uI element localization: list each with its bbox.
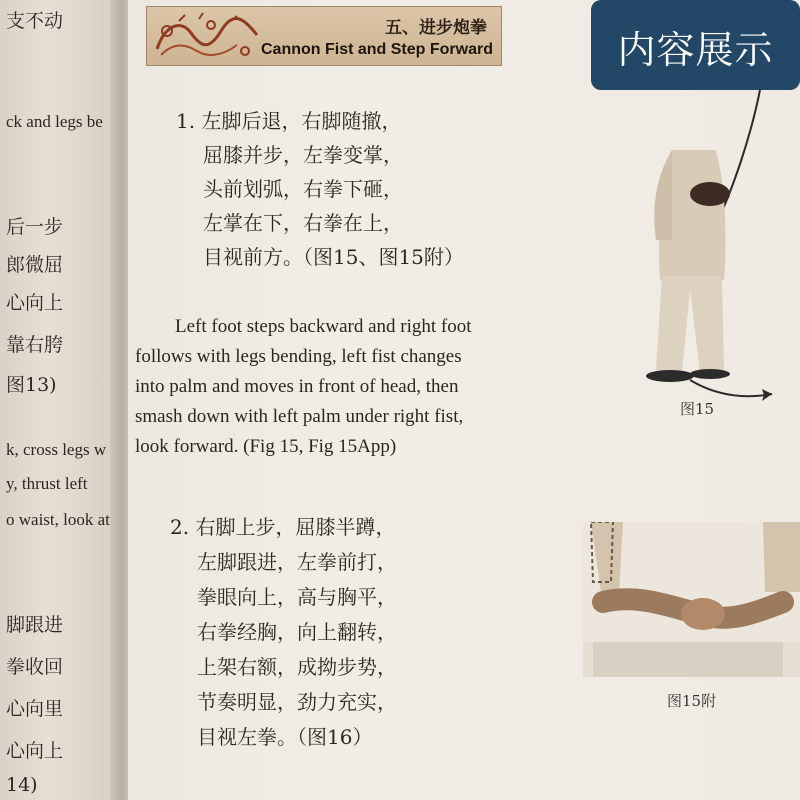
left-page-line: y, thrust left [6,474,88,493]
dragon-ornament-icon [151,11,263,61]
left-page-line: 心向里 [6,698,64,720]
step-2-text [170,510,397,755]
step-2-line: 目视左拳。（图16） [197,725,373,749]
left-page-line: 支不动 [6,10,64,32]
step-2-line: 上架右额，成拗步势， [197,655,397,679]
left-page-line: ck and legs be [6,112,103,131]
content-preview-badge [591,0,800,90]
step-1-line: 头前划弧，右拳下砸， [203,177,403,201]
figure-15-app-illustration [583,522,800,677]
left-page-line: k, cross legs w [6,440,107,459]
english-line: into palm and moves in front of head, then [135,376,459,397]
left-page-line: 心向上 [6,292,64,314]
badge-label: 内容展示 [617,28,774,72]
left-page-line: 拳收回 [6,656,64,678]
left-page-line: 心向上 [6,740,64,762]
english-translation [135,312,515,462]
section-title-cn: 五、进步炮拳 [385,18,487,38]
left-page-line: 靠右胯 [6,334,64,356]
left-page [0,0,118,800]
left-page-line: 郎微屈 [6,254,64,276]
left-page-line: 图13) [6,374,57,396]
left-page-line: 后一步 [6,216,64,238]
step-2-line: 左脚跟进，左拳前打， [197,550,397,574]
figure-15-illustration [620,80,800,410]
step-1-text [176,104,464,274]
step-1-line: 1. 左脚后退，右脚随撤， [176,109,402,133]
english-line: Left foot steps backward and right foot [175,316,472,337]
english-line: smash down with left palm under right fist, [135,406,464,427]
figure-15-caption: 图15 [680,400,715,418]
section-header [146,6,502,66]
step-1-line: 目视前方。（图15、图15附） [203,245,464,269]
step-1-line: 屈膝并步，左拳变掌， [203,143,403,167]
step-2-line: 节奏明显，劲力充实， [197,690,397,714]
section-title-en: Cannon Fist and Step Forward [260,41,493,58]
english-line: follows with legs bending, left fist changes [135,346,462,367]
step-2-line: 拳眼向上，高与胸平， [197,585,397,609]
step-2-line: 2. 右脚上步，屈膝半蹲， [170,515,396,539]
figure-15-app-caption: 图15附 [667,692,717,710]
english-line: look forward. (Fig 15, Fig 15App) [135,436,397,457]
step-1-line: 左掌在下，右拳在上， [203,211,403,235]
step-2-line: 右拳经胸，向上翻转， [197,620,397,644]
left-page-line: 脚跟进 [6,614,64,636]
left-page-line: o waist, look at [6,510,110,529]
left-page-line: 14) [6,774,38,796]
